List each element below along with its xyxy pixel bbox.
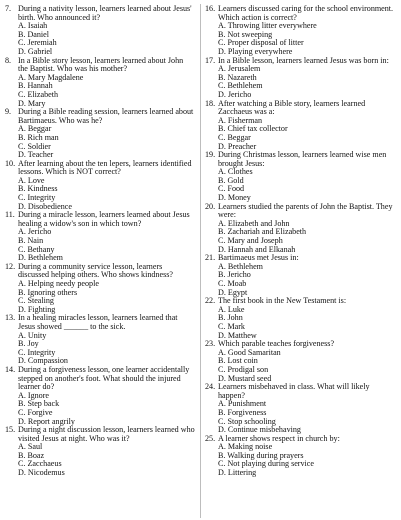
answer-option: D. Nicodemus — [18, 468, 65, 478]
answer-option: D. Matthew — [218, 330, 257, 340]
question-number: 7. — [5, 4, 12, 13]
answer-option: D. Jericho — [218, 89, 252, 99]
question-number: 19. — [205, 150, 216, 160]
question-number: 11. — [5, 210, 15, 220]
question-number: 17. — [205, 55, 216, 65]
answer-option: B. Ignoring others — [18, 287, 78, 297]
answer-option: B. Zachariah and Elizabeth — [218, 227, 307, 237]
answer-option: D. Disobedience — [18, 201, 72, 211]
answer-option: C. Moab — [218, 279, 247, 288]
question-number: 8. — [5, 55, 12, 65]
question-body — [218, 254, 396, 297]
question-body — [218, 435, 396, 478]
answer-option: D. Preacher — [218, 141, 257, 151]
answer-option: A. Jerusalem — [218, 64, 261, 74]
answer-option: A. Beggar — [18, 124, 52, 134]
question-item — [5, 263, 195, 315]
question-number: 16. — [205, 4, 216, 13]
answer-option: B. Walking during prayers — [218, 450, 304, 460]
answer-option: C. Soldier — [18, 141, 51, 151]
answer-option: C. Mark — [218, 321, 245, 331]
question-text: In a Bible lesson, learners learned Jesus was born in: — [218, 55, 389, 65]
question-text: During a nativity lesson, learners learned about Jesus' birth. Who announced it? — [18, 4, 192, 22]
answer-option: A. Clothes — [218, 167, 253, 177]
answer-option: A. Elizabeth and John — [218, 218, 290, 228]
question-item — [5, 426, 195, 478]
question-number: 24. — [205, 382, 216, 392]
answer-option: D. Gabriel — [18, 46, 53, 56]
answer-option: C. Mary and Joseph — [218, 236, 283, 246]
question-item — [5, 108, 195, 160]
question-body — [18, 426, 195, 478]
question-number: 15. — [5, 425, 16, 435]
answer-option: B. Chief tax collector — [218, 124, 288, 134]
question-body — [218, 383, 396, 435]
answer-option: B. Not sweeping — [218, 29, 273, 39]
question-text: Learners discussed caring for the school environment. Which action is correct? — [218, 4, 394, 22]
question-text: Which parable teaches forgiveness? — [218, 339, 335, 349]
question-item — [205, 435, 396, 478]
answer-option: A. Love — [18, 175, 45, 185]
question-body — [218, 5, 396, 57]
question-text: The first book in the New Testament is: — [218, 296, 347, 306]
question-body — [18, 366, 195, 426]
question-item — [205, 151, 396, 203]
answer-option: D. Playing everywhere — [218, 46, 293, 56]
question-text: After watching a Bible story, learners learned Zacchaeus was a: — [218, 98, 366, 117]
answer-option: D. Money — [218, 193, 251, 203]
answer-option: C. Stop schooling — [218, 416, 276, 426]
question-number: 12. — [5, 261, 16, 271]
question-text: During a forgiveness lesson, one learner accidentally stepped on another's foot. What should the injured learner do? — [18, 364, 190, 392]
question-number: 20. — [205, 201, 216, 211]
answer-option: A. Bethlehem — [218, 261, 263, 271]
question-item — [205, 297, 396, 340]
answer-option: D. Continue misbehaving — [218, 425, 301, 435]
question-body — [18, 314, 195, 366]
column-divider — [200, 4, 201, 518]
question-text: Learners studied the parents of John the Baptist. They were: — [218, 201, 393, 220]
answer-option: A. Unity — [18, 330, 47, 340]
answer-option: D. Littering — [218, 468, 257, 478]
question-text: During a night discussion lesson, learners learned who visited Jesus at night. Who was it? — [18, 425, 195, 443]
answer-option: C. Integrity — [18, 193, 56, 203]
question-text: Bartimaeus met Jesus in: — [218, 253, 299, 263]
question-text: In a healing miracles lesson, learners learned that Jesus showed ______ to the sick. — [18, 313, 178, 331]
question-body — [218, 203, 396, 255]
question-text: During Christmas lesson, learners learned wise men brought Jesus: — [218, 150, 387, 168]
question-number: 18. — [205, 98, 216, 108]
question-number: 9. — [5, 107, 12, 117]
question-number: 14. — [5, 364, 16, 374]
answer-option: B. Rich man — [18, 132, 59, 142]
left-question-column — [5, 5, 195, 478]
question-body — [218, 151, 396, 203]
question-text: In a Bible story lesson, learners learned about John the Baptist. Who was his mother? — [18, 55, 184, 74]
question-number: 22. — [205, 296, 216, 306]
answer-option: D. Hannah and Elkanah — [218, 244, 296, 254]
answer-option: C. Zacchaeus — [18, 459, 62, 469]
answer-option: A. Good Samaritan — [218, 347, 281, 357]
answer-option: C. Elizabeth — [18, 89, 59, 99]
question-text: During a community service lesson, learners discussed helping others. Who shows kindness? — [18, 261, 173, 280]
question-text: A learner shows respect in church by: — [218, 433, 340, 443]
question-body — [18, 211, 195, 263]
answer-option: C. Forgive — [18, 407, 53, 417]
answer-option: D. Egypt — [218, 287, 248, 297]
answer-option: A. Fisherman — [218, 115, 263, 125]
answer-option: A. Punishment — [218, 399, 267, 409]
answer-option: B. Lost coin — [218, 356, 258, 366]
question-number: 10. — [5, 158, 16, 168]
answer-option: B. John — [218, 313, 243, 323]
answer-option: B. Forgiveness — [218, 407, 267, 417]
question-item — [205, 340, 396, 383]
question-number: 25. — [205, 433, 216, 443]
answer-option: B. Nazareth — [218, 72, 257, 82]
answer-option: D. Report angrily — [18, 416, 75, 426]
question-item — [205, 203, 396, 255]
answer-option: A. Making noise — [218, 442, 273, 452]
question-body — [218, 100, 396, 152]
question-item — [5, 314, 195, 366]
question-item — [5, 57, 195, 109]
question-body — [18, 5, 195, 57]
answer-option: A. Ignore — [18, 390, 50, 400]
answer-option: B. Jericho — [218, 270, 251, 280]
answer-option: B. Step back — [18, 399, 60, 409]
question-item — [205, 57, 396, 100]
question-item — [205, 100, 396, 152]
question-item — [5, 366, 195, 426]
answer-option: A. Isaiah — [18, 21, 48, 31]
answer-option: A. Mary Magdalene — [18, 72, 84, 82]
answer-option: D. Mary — [18, 98, 46, 108]
answer-option: C. Food — [218, 184, 245, 194]
question-item — [205, 254, 396, 297]
answer-option: C. Bethany — [18, 244, 55, 254]
answer-option: B. Nain — [18, 236, 44, 246]
answer-option: B. Kindness — [18, 184, 58, 194]
answer-option: A. Jericho — [18, 227, 52, 237]
answer-option: A. Helping needy people — [18, 279, 99, 288]
question-body — [218, 57, 396, 100]
answer-option: A. Luke — [218, 304, 245, 314]
answer-option: D. Bethlehem — [18, 253, 63, 263]
answer-option: C. Beggar — [218, 132, 251, 142]
question-item — [5, 160, 195, 212]
question-number: 23. — [205, 339, 216, 349]
answer-option: D. Fighting — [18, 304, 56, 314]
answer-option: B. Boaz — [18, 450, 45, 460]
question-item — [205, 383, 396, 435]
question-body — [218, 297, 396, 340]
question-body — [218, 340, 396, 383]
right-question-column — [205, 5, 396, 478]
question-body — [18, 160, 195, 212]
answer-option: C. Jeremiah — [18, 38, 57, 48]
question-text: Learners misbehaved in class. What will likely happen? — [218, 382, 370, 400]
question-item — [5, 5, 195, 57]
answer-option: B. Joy — [18, 339, 39, 349]
answer-option: C. Not playing during service — [218, 459, 314, 469]
question-body — [18, 57, 195, 109]
answer-option: C. Integrity — [18, 347, 56, 357]
question-text: After learning about the ten lepers, learners identified lessons. Which is NOT correct? — [18, 158, 192, 177]
answer-option: D. Mustard seed — [218, 373, 272, 383]
question-number: 13. — [5, 313, 16, 323]
question-body — [18, 263, 195, 315]
answer-option: D. Compassion — [18, 356, 68, 366]
answer-option: D. Teacher — [18, 150, 54, 160]
answer-option: B. Hannah — [18, 81, 53, 91]
answer-option: C. Stealing — [18, 296, 54, 306]
question-body — [18, 108, 195, 160]
answer-option: A. Throwing litter everywhere — [218, 21, 317, 31]
answer-option: A. Saul — [18, 442, 43, 452]
question-number: 21. — [205, 253, 216, 263]
question-text: During a Bible reading session, learners learned about Bartimaeus. Who was he? — [18, 107, 194, 125]
question-item — [5, 211, 195, 263]
question-text: During a miracle lesson, learners learned about Jesus healing a widow's son in which town? — [18, 210, 190, 228]
question-item — [205, 5, 396, 57]
answer-option: B. Gold — [218, 175, 244, 185]
answer-option: C. Proper disposal of litter — [218, 38, 304, 48]
answer-option: C. Bethlehem — [218, 81, 263, 91]
answer-option: B. Daniel — [18, 29, 50, 39]
answer-option: C. Prodigal son — [218, 364, 269, 374]
